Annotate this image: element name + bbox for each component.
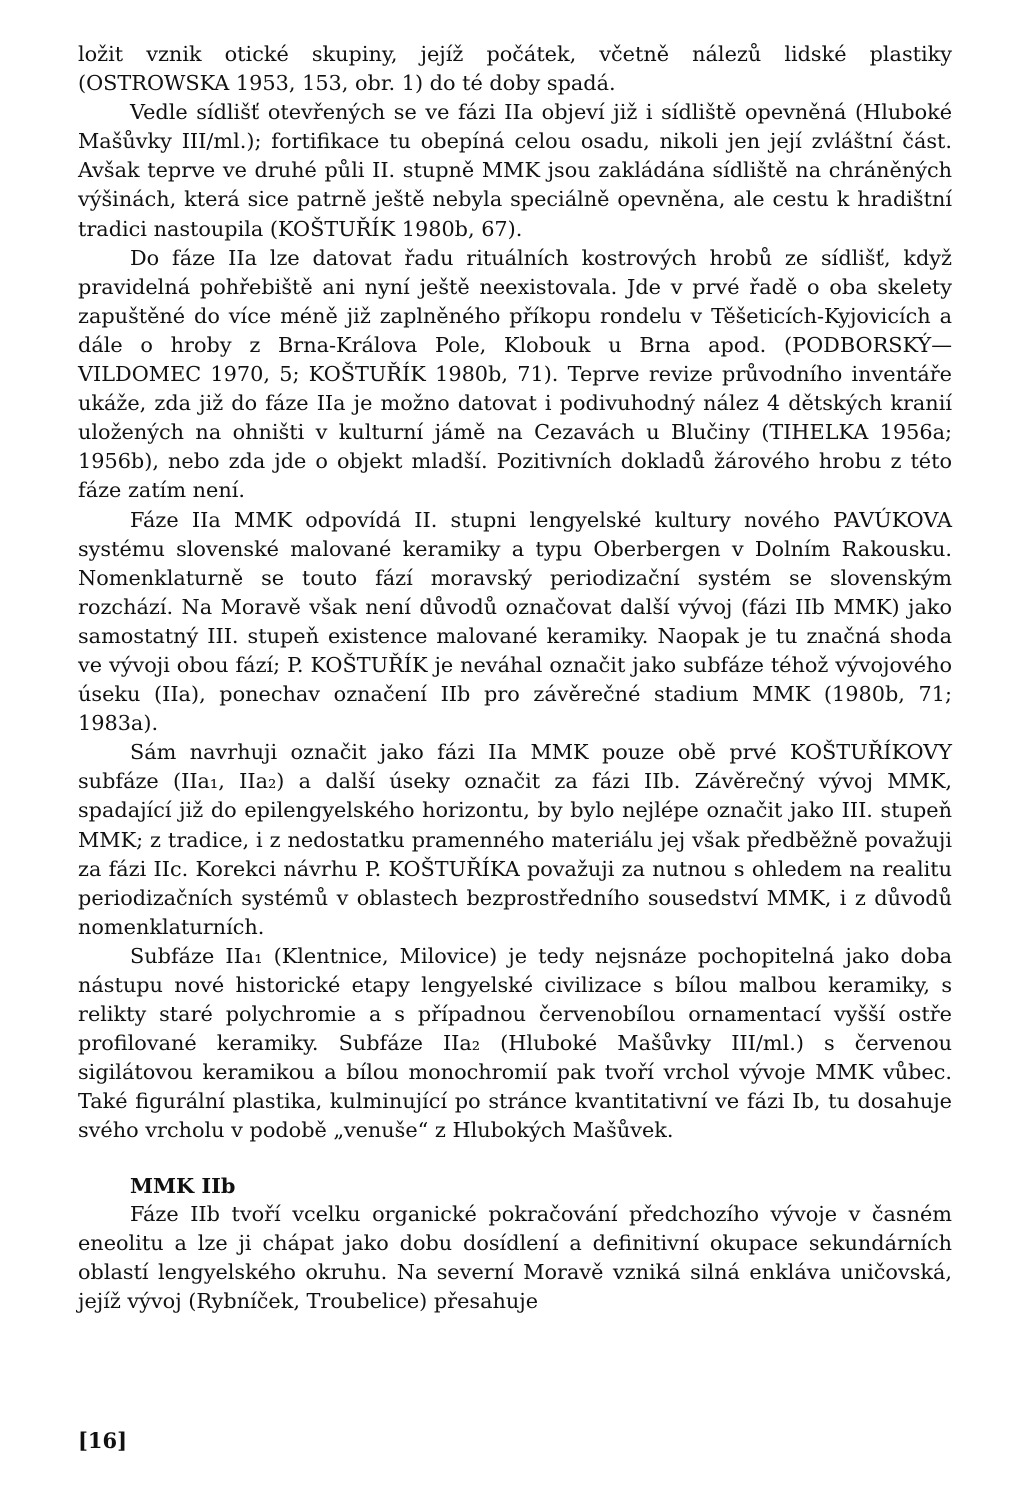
paragraph-1: ložit vznik otické skupiny, jejíž počátek, včetně nálezů lidské plastiky (OSTROWSKA 1953, 153, obr. 1) do té doby spadá. — [78, 42, 952, 96]
page-body — [78, 40, 952, 1316]
paragraph-3: Do fáze IIa lze datovat řadu rituálních kostrových hrobů ze sídlišť, když pravidelná pohřebiště ani nyní ještě neexistovala. Jde v prvé řadě o oba skelety zapuštěné do více méně již zaplněného příkopu rondelu v Těšeticích-Kyjovicích a dále o hroby z Brna-Králova Pole, Klobouk u Brna apod. (PODBORSKÝ—VILDOMEC 1970, 5; KOŠTUŘÍK 1980b, 71). Teprve revize průvodního inventáře ukáže, zda již do fáze IIa je možno datovat i podivuhodný nález 4 dětských kranií uložených na ohništi v kulturní jámě na Cezavách u Blučiny (TIHELKA 1956a; 1956b), nebo zda jde o objekt mladší. Pozitivních dokladů žárového hrobu z této fáze zatím není. — [78, 245, 952, 503]
paragraph-6: Subfáze IIa₁ (Klentnice, Milovice) je tedy nejsnáze pochopitelná jako doba nástupu nové historické etapy lengyelské civilizace s bílou malbou keramiky, s relikty staré polychromie a s případnou červenobílou ornamentací vyšší ostře profilované keramiky. Subfáze IIa₂ (Hluboké Mašůvky III/ml.) s červenou sigilátovou keramikou a bílou monochromií pak tvoří vrchol vývoje MMK vůbec. Také figurální plastika, kulminující po stránce kvantitativní ve fázi Ib, tu dosahuje svého vrcholu v podobě „venuše“ z Hlubokých Mašůvek. — [78, 943, 952, 1143]
paragraph-2: Vedle sídlišť otevřených se ve fázi IIa objeví již i sídliště opevněná (Hluboké Mašůvky III/ml.); fortifikace tu obepíná celou osadu, nikoli jen její zvláštní část. Avšak teprve ve druhé půli II. stupně MMK jsou zakládána sídliště na chráněných výšinách, která sice patrně ještě nebyla speciálně opevněna, ale cestu k hradištní tradici nastoupila (KOŠTUŘÍK 1980b, 67). — [78, 100, 952, 241]
paragraph-7: Fáze IIb tvoří vcelku organické pokračování předchozího vývoje v časném eneolitu a lze ji chápat jako dobu dosídlení a definitivní okupace sekundárních oblastí lengyelského okruhu. Na severní Moravě vzniká silná enkláva uničovská, jejíž vývoj (Rybníček, Troubelice) přesahuje — [78, 1201, 952, 1313]
paragraph-5: Sám navrhuji označit jako fázi IIa MMK pouze obě prvé KOŠTUŘÍKOVY subfáze (IIa₁, IIa₂) a další úseky označit za fázi IIb. Závěrečný vývoj MMK, spadající již do epilengyelského horizontu, by bylo nejlépe označit jako III. stupeň MMK; z tradice, i z nedostatku pramenného materiálu jej však předběžně považuji za fázi IIc. Korekci návrhu P. KOŠTUŘÍKA považuji za nutnou s ohledem na realitu periodizačních systémů v oblastech bezprostředního sousedství MMK, i z důvodů nomenklaturních. — [78, 740, 952, 939]
paragraph-4: Fáze IIa MMK odpovídá II. stupni lengyelské kultury nového PAVÚKOVA systému slovenské malované keramiky a typu Oberbergen v Dolním Rakousku. Nomenklaturně se touto fází moravský periodizační systém se slovenským rozchází. Na Moravě však není důvodů označovat další vývoj (fázi IIb MMK) jako samostatný III. stupeň existence malované keramiky. Naopak je tu značná shoda ve vývoji obou fází; P. KOŠTUŘÍK je neváhal označit jako subfáze téhož vývojového úseku (IIa), ponechav označení IIb pro závěrečné stadium MMK (1980b, 71; 1983a). — [78, 507, 952, 736]
page-number: [16] — [78, 1428, 128, 1453]
section-heading: MMK IIb — [130, 1172, 236, 1198]
